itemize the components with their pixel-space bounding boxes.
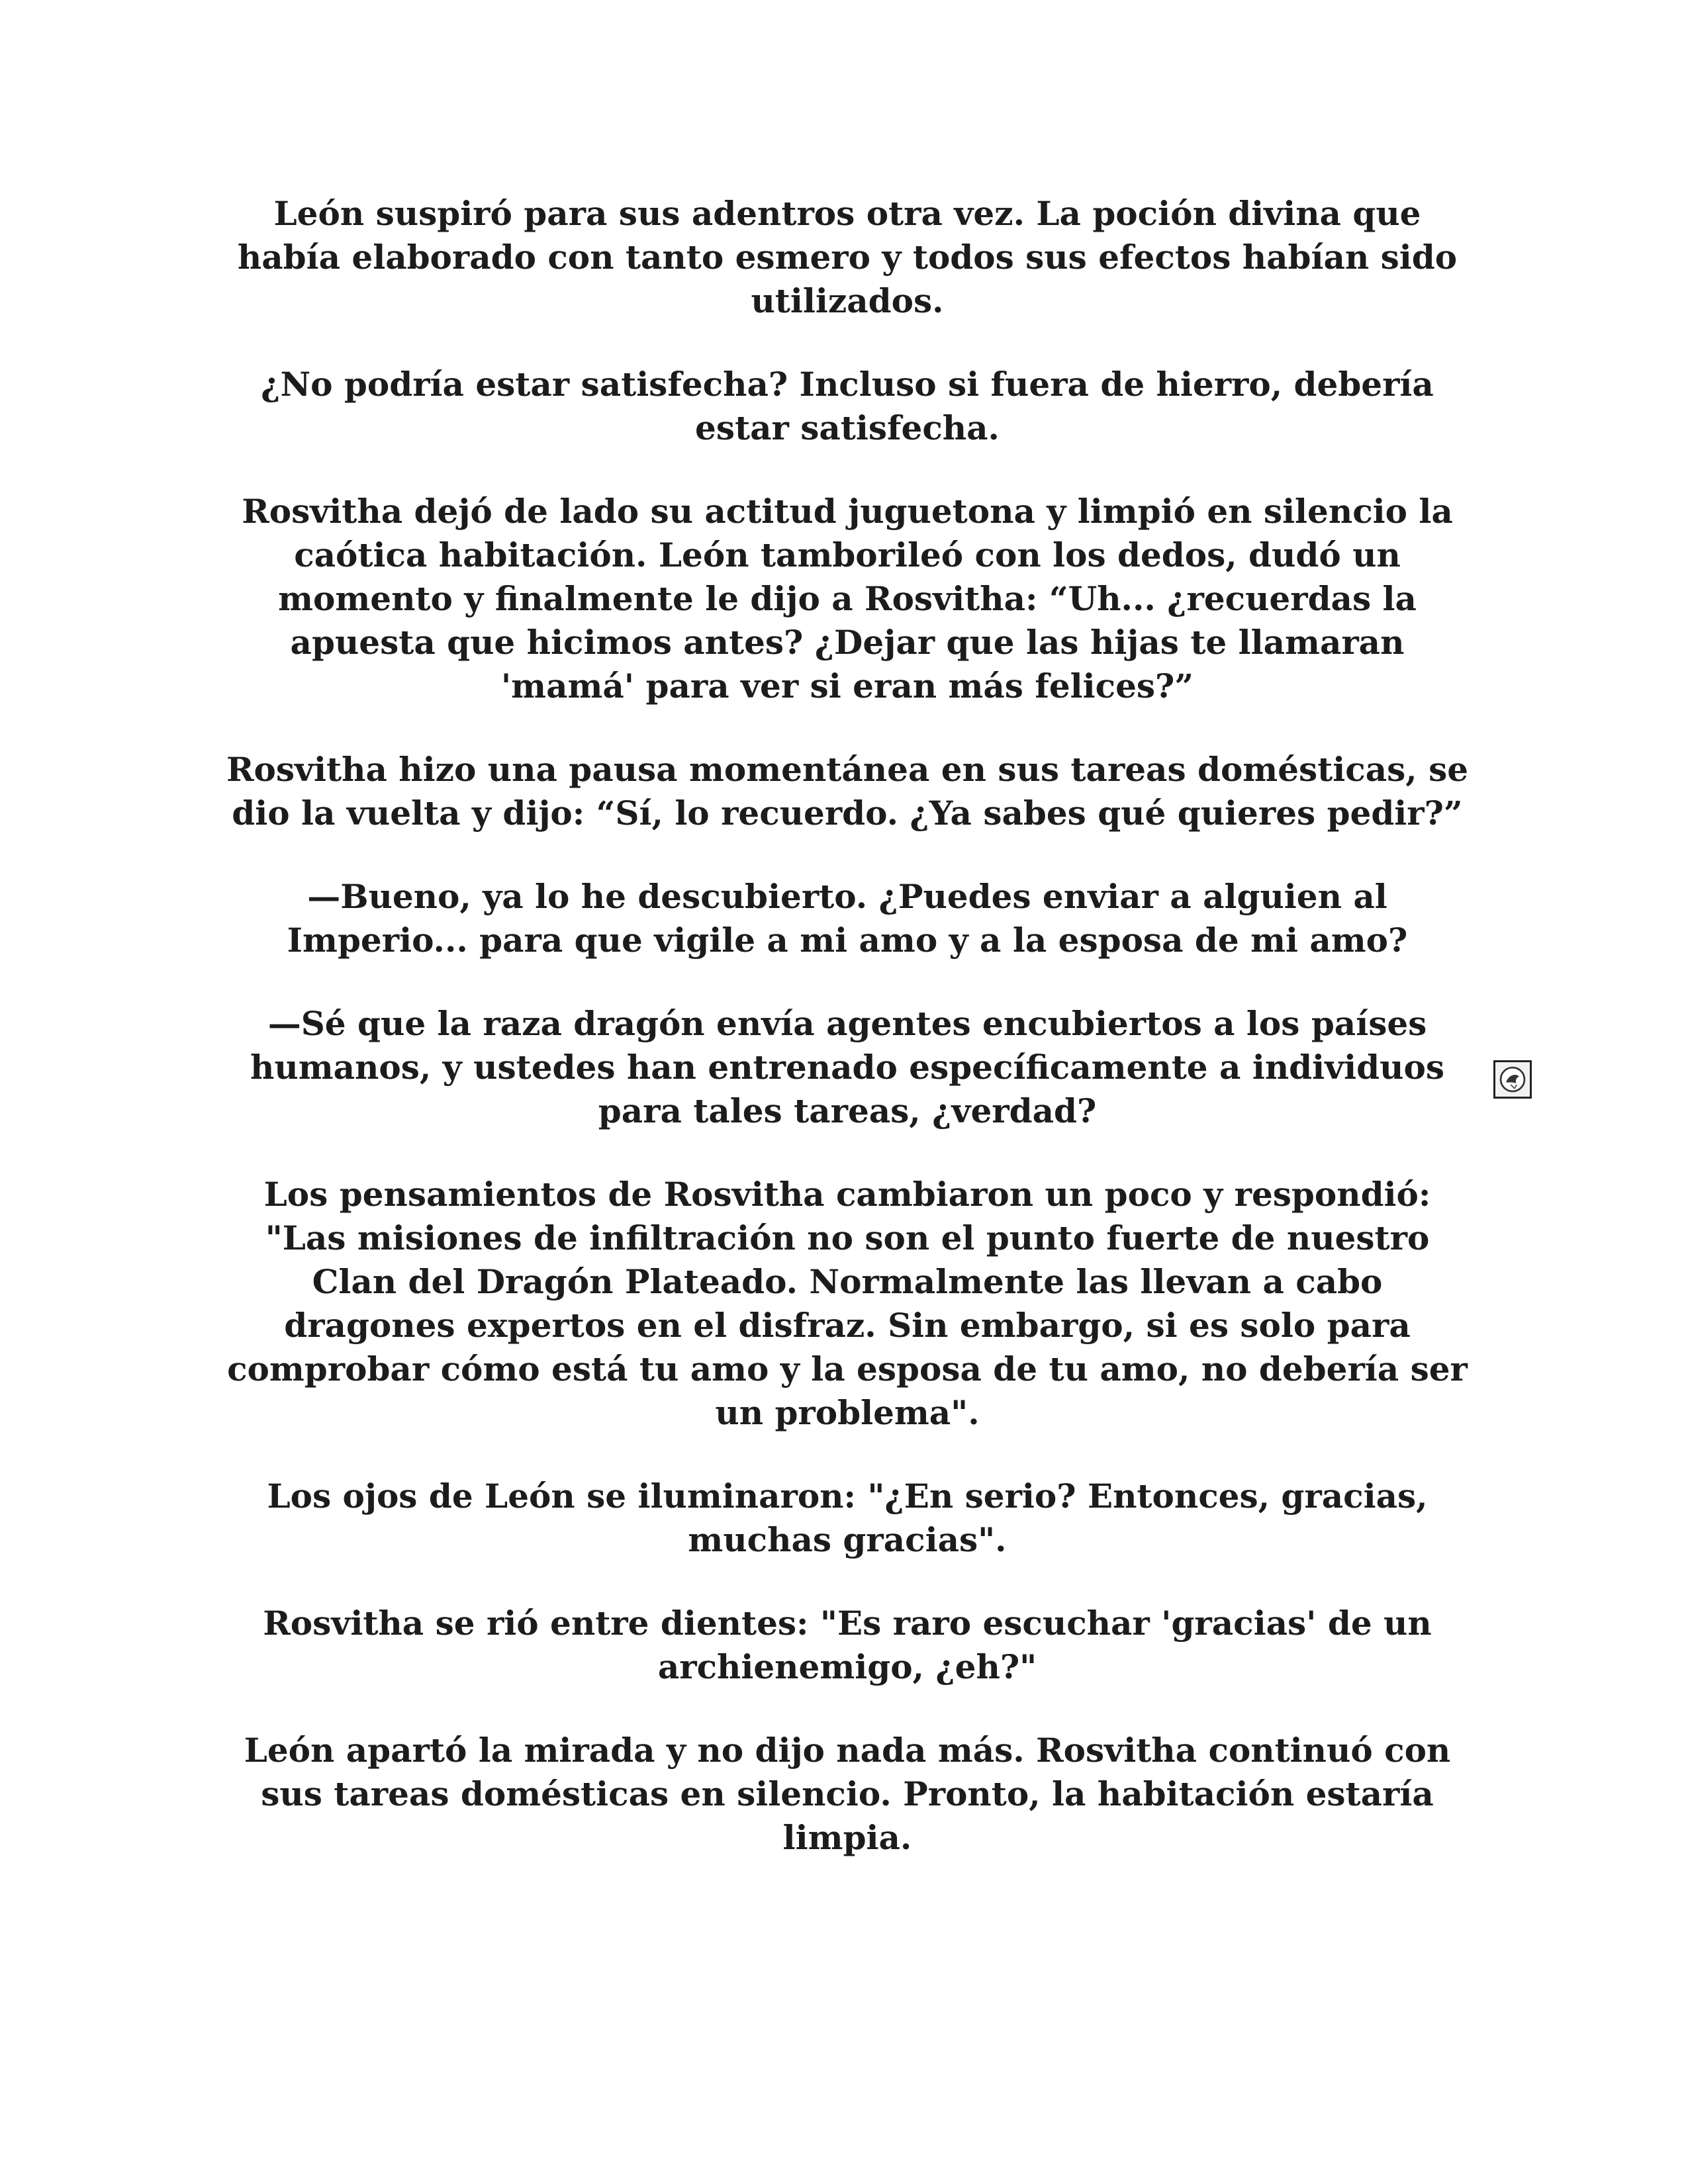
dragon-emblem-icon (1493, 1060, 1532, 1099)
body-text (225, 192, 1470, 1899)
paragraph: Los pensamientos de Rosvitha cambiaron un poco y respondió: "Las misiones de infiltración no son el punto fuerte de nuestro Clan del Dragón Plateado. Normalmente las llevan a cabo dragones expertos en el disfraz. Sin embargo, si es solo para comprobar cómo está tu amo y la esposa de tu amo, no debería ser un problema". (227, 1175, 1468, 1432)
paragraph: —Bueno, ya lo he descubierto. ¿Puedes enviar a alguien al Imperio... para que vigile a mi amo y a la esposa de mi amo? (287, 877, 1408, 960)
paragraph: Los ojos de León se iluminaron: "¿En serio? Entonces, gracias, muchas gracias". (267, 1477, 1428, 1559)
paragraph: —Sé que la raza dragón envía agentes encubiertos a los países humanos, y ustedes han entrenado específicamente a individuos para tales tareas, ¿verdad? (250, 1004, 1444, 1130)
paragraph: León suspiró para sus adentros otra vez. La poción divina que había elaborado con tanto esmero y todos sus efectos habían sido utilizados. (237, 194, 1458, 320)
paragraph: Rosvitha hizo una pausa momentánea en sus tareas domésticas, se dio la vuelta y dijo: “Sí, lo recuerdo. ¿Ya sabes qué quieres pedir?” (226, 750, 1469, 833)
paragraph: Rosvitha dejó de lado su actitud juguetona y limpió en silencio la caótica habitación. León tamborileó con los dedos, dudó un momento y finalmente le dijo a Rosvitha: “Uh... ¿recuerdas la apuesta que hicimos antes? ¿Dejar que las hijas te llamaran 'mamá' para ver si eran más felices?” (242, 492, 1453, 705)
paragraph: Rosvitha se rió entre dientes: "Es raro escuchar 'gracias' de un archienemigo, ¿eh?" (263, 1604, 1432, 1686)
paragraph: ¿No podría estar satisfecha? Incluso si fuera de hierro, debería estar satisfecha. (261, 365, 1434, 447)
paragraph: León apartó la mirada y no dijo nada más. Rosvitha continuó con sus tareas domésticas en silencio. Pronto, la habitación estaría limpia. (244, 1731, 1451, 1857)
